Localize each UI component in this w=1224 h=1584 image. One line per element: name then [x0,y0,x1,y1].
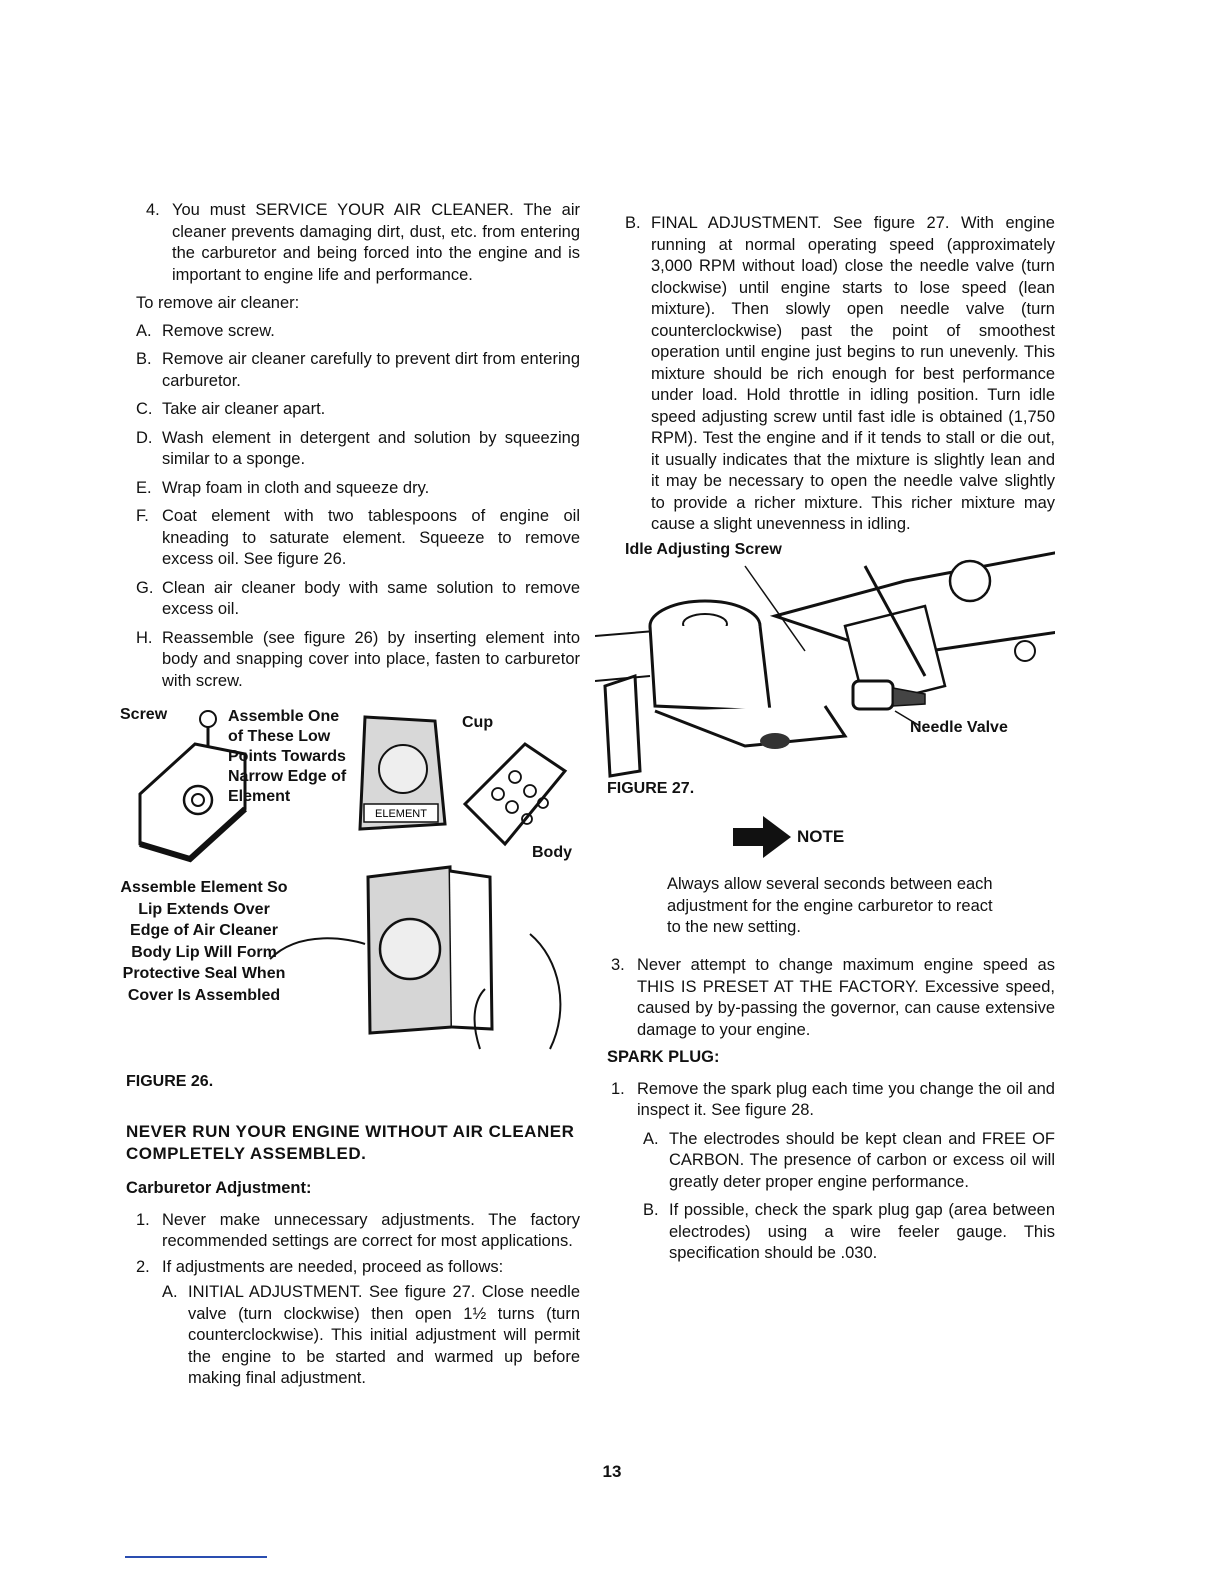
step-key: G. [136,578,154,597]
list-item [136,1257,580,1279]
item-text: Never make unnecessary adjustments. The factory recommended settings are correct for most applications. [162,1210,580,1250]
step-key: B. [136,350,152,368]
left-column [120,200,580,1397]
element-tag: ELEMENT [375,808,427,820]
cup-label: Cup [462,714,494,731]
step-key: A. [136,321,152,340]
item-text: If possible, check the spark plug gap (area between electrodes) using a wire feeler gauge. This specification should be .030. [669,1201,1055,1262]
item-number: 4. [146,201,160,219]
spark-plug-item [611,1079,1055,1122]
step-text: Remove screw. [162,321,275,340]
foam-element [360,717,445,829]
air-cleaner-body [465,744,565,844]
item-text: The electrodes should be kept clean and FREE OF CARBON. The presence of carbon or excess oil will greatly deter proper engine performance. [669,1129,1055,1191]
step-text: Clean air cleaner body with same solution to remove excess oil. [162,578,580,618]
idle-screw-label: Idle Adjusting Screw [625,540,782,558]
list-item [136,321,580,343]
linkage-assembly [775,551,1055,706]
step-key: E. [136,478,152,497]
right-column [605,213,1055,1272]
item-key: B. [625,214,641,232]
lip-label: Assemble Element So Lip Extends Over Edge of Air Cleaner Body Lip Will Form Protective Seal When Cover Is Assembled [120,879,288,1004]
figure-27-caption: FIGURE 27. [607,779,695,797]
item-key: A. [643,1129,659,1148]
list-item [136,578,580,621]
remove-steps-list [136,321,580,693]
step-text: Wash element in detergent and solution by squeezing similar to a sponge. [162,428,580,468]
arrow-right-icon [733,816,793,858]
step-text: Coat element with two tablespoons of engine oil kneading to saturate element. Squeeze to remove excess oil. See figure 26. [162,507,580,568]
step-key: F. [136,507,149,525]
item-text: Remove the spark plug each time you change the oil and inspect it. See figure 28. [637,1079,1055,1119]
list-item [643,1200,1055,1265]
step-key: H. [136,628,153,647]
hand-assembly-illustration [270,867,560,1049]
needle-valve-label: Needle Valve [910,718,1008,736]
item-number: 2. [136,1257,150,1276]
list-item [136,428,580,471]
item-text: INITIAL ADJUSTMENT. See figure 27. Close needle valve (turn clockwise) then open 1½ turns (turn counterclockwise). This initial adjustment will permit the engine to be started and warmed up before making final adjustment. [188,1283,580,1387]
final-adjustment-item [625,213,1055,536]
figure-27 [605,540,1055,786]
carburetor-illustration [595,546,1055,786]
carburetor-heading: Carburetor Adjustment: [126,1179,312,1197]
carburetor-list [136,1210,580,1390]
list-item [136,628,580,693]
step-text: Take air cleaner apart. [162,400,326,418]
figure-26 [120,699,580,1059]
item-key: B. [643,1201,659,1219]
step-key: C. [136,400,153,418]
note-heading [733,816,1055,858]
body-label: Body [532,844,572,861]
step-text: Reassemble (see figure 26) by inserting element into body and snapping cover into place, fasten to carburetor with screw. [162,628,580,690]
item-text: If adjustments are needed, proceed as follows: [162,1257,504,1276]
list-item [136,349,580,392]
note-text: Always allow several seconds between each adjustment for the engine carburetor to react to the new setting. [667,875,993,936]
spark-plug-sublist [643,1129,1055,1265]
spark-plug-heading: SPARK PLUG: [607,1048,720,1066]
step-key: D. [136,428,153,447]
step-text: Wrap foam in cloth and squeeze dry. [162,478,430,497]
item-number: 3. [611,956,625,974]
bottom-rule [125,1556,267,1558]
remove-intro: To remove air cleaner: [136,294,300,312]
item-text: Never attempt to change maximum engine speed as THIS IS PRESET AT THE FACTORY. Excessive speed, caused by by-passing the governor, can cause extensive damage to your engine. [637,956,1055,1039]
item-number: 1. [611,1079,625,1098]
note-label: NOTE [797,826,845,846]
step-text: Remove air cleaner carefully to prevent dirt from entering carburetor. [162,350,580,390]
max-speed-item [611,955,1055,1041]
initial-adjustment-item [162,1282,580,1390]
list-item [136,478,580,500]
item-text: FINAL ADJUSTMENT. See figure 27. With engine running at normal operating speed (approximately 3,000 RPM without load) close the needle valve (turn clockwise) until engine starts to lose speed (lean mixture). Then slowly open needle valve (turn counterclockwise) past the point of smoothest operation until engine just begins to run unevenly. This mixture should be rich enough for best performance under load. Hold throttle in idling position. Turn idle speed adjusting screw until fast idle is obtained (1,750 RPM). Test the engine and if it tends to stall or die out, it usually indicates that the mixture is slightly lean and it may be necessary to open the needle valve slightly to provide a richer mixture. This richer mixture may cause a slight unevenness in idling. [651,214,1055,533]
assemble-label: Assemble One of These Low Points Towards Narrow Edge of Element [228,708,347,805]
list-item [136,399,580,421]
figure-26-caption: FIGURE 26. [126,1073,214,1090]
page-number: 13 [602,1462,622,1481]
item-key: A. [162,1283,178,1301]
list-item [136,506,580,571]
screw-label: Screw [120,706,168,723]
list-item [136,1210,580,1253]
warning-text: NEVER RUN YOUR ENGINE WITHOUT AIR CLEANER COMPLETELY ASSEMBLED. [126,1122,575,1163]
air-cleaner-item [146,200,580,286]
item-text: You must SERVICE YOUR AIR CLEANER. The air cleaner prevents damaging dirt, dust, etc. from entering the carburetor and being forced into the engine and is important to engine life and performance. [172,201,580,284]
list-item [643,1129,1055,1194]
item-number: 1. [136,1210,150,1229]
